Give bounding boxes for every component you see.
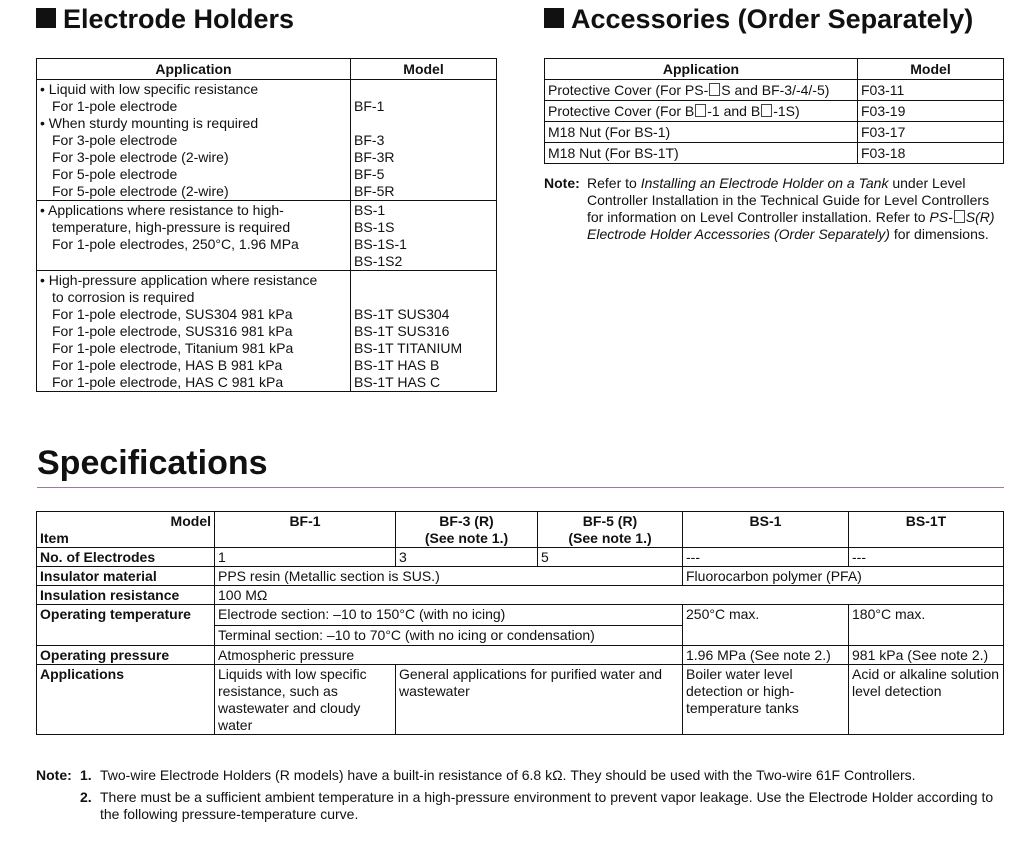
electrode-section-temp: Electrode section: –10 to 150°C (with no icing) [215, 605, 682, 626]
model-header: Model [170, 513, 211, 529]
accessory-application-text: -1S) [773, 103, 800, 119]
model-line: BS-1S2 [354, 253, 403, 269]
application-line: For 1-pole electrode, Titanium 981 kPa [52, 340, 294, 356]
application-line: For 1-pole electrode, SUS316 981 kPa [52, 323, 293, 339]
spec-row-pressure [37, 646, 1004, 665]
holder-group [37, 271, 497, 392]
accessories-title: Accessories (Order Separately) [571, 4, 974, 34]
cell-value: Acid or alkaline solution level detection [849, 665, 1004, 735]
application-line: • Liquid with low specific resistance [40, 81, 259, 97]
cell-value: Atmospheric pressure [215, 646, 683, 665]
holder-group [37, 201, 497, 271]
row-label: Operating pressure [37, 646, 215, 665]
row-label: No. of Electrodes [37, 548, 215, 567]
model-line: BS-1T SUS304 [354, 306, 450, 322]
accessory-row [545, 143, 1004, 164]
model-line: BS-1S-1 [354, 236, 407, 252]
cell-value: General applications for purified water and wastewater [396, 665, 683, 735]
accessory-model: F03-11 [858, 80, 1004, 101]
accessory-application-text: M18 Nut (For BS-1T) [548, 145, 679, 161]
cell-value: PPS resin (Metallic section is SUS.) [215, 567, 683, 586]
accessory-application-text: Protective Cover (For PS- [548, 82, 709, 98]
bf3-header [396, 512, 538, 548]
spec-row-temperature [37, 605, 1004, 646]
accessory-model: F03-19 [858, 101, 1004, 122]
spec-header-row [37, 512, 1004, 548]
model-line: BS-1S [354, 219, 395, 235]
model-line: BF-1 [354, 98, 385, 114]
application-line: For 5-pole electrode (2-wire) [52, 183, 229, 199]
model-line: BS-1T HAS B [354, 357, 440, 373]
electrode-holders-table [36, 58, 497, 392]
model-cell [351, 271, 497, 392]
bf5-model: BF-5 (R) [582, 513, 638, 529]
cell-value: --- [849, 548, 1004, 567]
acc-col-model: Model [858, 59, 1004, 80]
placeholder-box-icon [761, 104, 772, 117]
note-text: Refer to [875, 209, 930, 225]
item-header: Item [40, 530, 69, 546]
model-line: BF-3 [354, 132, 385, 148]
acc-col-application: Application [545, 59, 858, 80]
note-text: under Level Controller Installation in the Technical Guide for Level Controllers for information on Level Controller installation. [587, 175, 990, 225]
application-line: • When sturdy mounting is required [40, 115, 259, 131]
application-line: For 1-pole electrodes, 250°C, 1.96 MPa [52, 236, 299, 252]
col-model: Model [351, 59, 497, 80]
application-cell [37, 80, 351, 201]
accessories-table [544, 58, 1004, 164]
model-cell [351, 201, 497, 271]
application-line: • High-pressure application where resistance [40, 272, 318, 288]
accessory-application [545, 101, 858, 122]
bf5-note-ref: (See note 1.) [568, 530, 652, 546]
accessory-application-text: Protective Cover (For B [548, 103, 695, 119]
note-reference-link: PS- [929, 209, 953, 225]
accessory-application-text: M18 Nut (For BS-1) [548, 124, 671, 140]
cell-value: 1.96 MPa (See note 2.) [683, 646, 849, 665]
specification-notes [36, 767, 1011, 828]
note-text: Two-wire Electrode Holders (R models) have a built-in resistance of 6.8 kΩ. They should be used with the Two-wire 61F Controllers. [100, 767, 916, 783]
accessory-application-text: -1 and B [707, 103, 761, 119]
model-line [354, 81, 493, 98]
col-application: Application [37, 59, 351, 80]
model-line: BF-3R [354, 149, 395, 165]
spec-row-insulator [37, 567, 1004, 586]
spec-row-insulation [37, 586, 1004, 605]
bf1-header: BF-1 [215, 512, 396, 548]
note-text: Refer to [587, 175, 641, 191]
accessory-row [545, 101, 1004, 122]
cell-value [215, 605, 683, 646]
model-line: BS-1 [354, 202, 386, 218]
cell-value: 180°C max. [849, 605, 1004, 646]
accessory-application [545, 80, 858, 101]
row-label: Insulation resistance [37, 586, 215, 605]
specifications-table [36, 511, 1004, 735]
cell-value: Boiler water level detection or high-temperature tanks [683, 665, 849, 735]
note-1 [36, 767, 1011, 784]
cell-value: Fluorocarbon polymer (PFA) [683, 567, 1004, 586]
note-reference-link: S(R) Electrode Holder Accessories (Order Separately) [587, 209, 995, 242]
model-line: BS-1T SUS316 [354, 323, 450, 339]
application-line: For 3-pole electrode [52, 132, 178, 148]
application-line: For 1-pole electrode, SUS304 981 kPa [52, 306, 293, 322]
application-line: • Applications where resistance to high- [40, 202, 284, 218]
accessory-row [545, 80, 1004, 101]
notes-label: Note: [36, 767, 72, 783]
section-divider [37, 487, 1004, 488]
electrode-holders-heading [36, 3, 294, 35]
application-cell [37, 271, 351, 392]
note-number: 2. [80, 789, 92, 805]
cell-value: 1 [215, 548, 396, 567]
cell-value: 3 [396, 548, 538, 567]
cell-value: 100 MΩ [215, 586, 1004, 605]
spec-row-electrodes [37, 548, 1004, 567]
terminal-section-temp: Terminal section: –10 to 70°C (with no icing or condensation) [218, 627, 595, 643]
accessory-model: F03-18 [858, 143, 1004, 164]
application-line: For 5-pole electrode [52, 166, 178, 182]
bs1-header: BS-1 [683, 512, 849, 548]
accessory-application [545, 122, 858, 143]
note-2 [36, 789, 1011, 823]
note-number: 1. [80, 767, 92, 783]
bs1t-header: BS-1T [849, 512, 1004, 548]
row-label: Insulator material [37, 567, 215, 586]
application-cell [37, 201, 351, 271]
placeholder-box-icon [695, 104, 706, 117]
row-label: Applications [37, 665, 215, 735]
application-line: For 1-pole electrode [52, 98, 178, 114]
cell-value: 981 kPa (See note 2.) [849, 646, 1004, 665]
cell-value: 5 [538, 548, 683, 567]
model-cell [351, 80, 497, 201]
model-line [354, 272, 493, 289]
accessories-note [544, 175, 1004, 243]
cell-value: 250°C max. [683, 605, 849, 646]
bf5-header [538, 512, 683, 548]
square-bullet-icon [36, 8, 56, 28]
accessory-application-text: S and BF-3/-4/-5) [721, 82, 830, 98]
application-line: For 3-pole electrode (2-wire) [52, 149, 229, 165]
model-line: BF-5 [354, 166, 385, 182]
note-text: for dimensions. [889, 226, 989, 242]
row-label: Operating temperature [37, 605, 215, 646]
model-item-header-cell [37, 512, 215, 548]
bf3-model: BF-3 (R) [439, 513, 494, 529]
placeholder-box-icon [709, 83, 720, 96]
model-line [354, 115, 493, 132]
electrode-holders-title: Electrode Holders [63, 4, 295, 34]
model-line: BS-1T HAS C [354, 374, 441, 390]
specifications-title: Specifications [37, 444, 268, 482]
spec-row-applications [37, 665, 1004, 735]
note-text: There must be a sufficient ambient temperature in a high-pressure environment to prevent vapor leakage. Use the Electrode Holder according to the following pressure-temperature curve. [100, 789, 994, 822]
accessories-heading [544, 3, 973, 35]
application-line: to corrosion is required [52, 289, 195, 305]
square-bullet-icon [544, 8, 564, 28]
application-line: For 1-pole electrode, HAS B 981 kPa [52, 357, 283, 373]
application-line [40, 253, 347, 270]
model-line: BF-5R [354, 183, 395, 199]
application-line: For 1-pole electrode, HAS C 981 kPa [52, 374, 284, 390]
model-line [354, 289, 493, 306]
accessory-application [545, 143, 858, 164]
holder-group [37, 80, 497, 201]
placeholder-box-icon [954, 210, 965, 223]
bf3-note-ref: (See note 1.) [424, 530, 509, 546]
note-reference-link: Installing an Electrode Holder on a Tank [640, 175, 889, 191]
note-label: Note: [544, 175, 580, 191]
accessory-model: F03-17 [858, 122, 1004, 143]
cell-value: --- [683, 548, 849, 567]
cell-value: Liquids with low specific resistance, such as wastewater and cloudy water [215, 665, 396, 735]
accessory-row [545, 122, 1004, 143]
application-line: temperature, high-pressure is required [52, 219, 291, 235]
model-line: BS-1T TITANIUM [354, 340, 463, 356]
